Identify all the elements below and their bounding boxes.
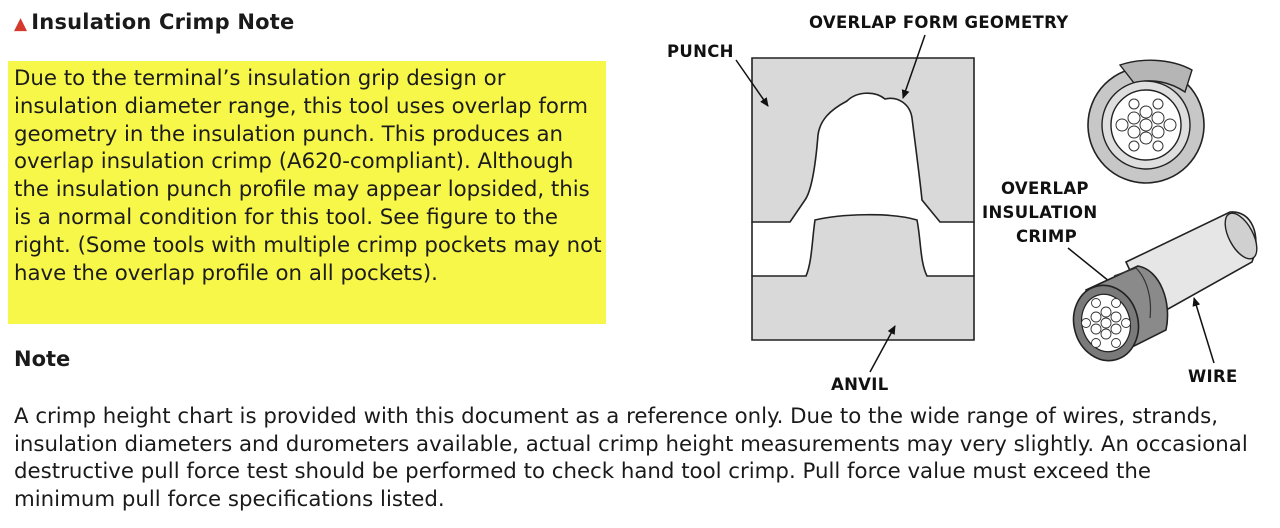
anvil-body	[752, 215, 974, 340]
crimp-figure	[640, 0, 1280, 400]
note-paragraph: A crimp height chart is provided with this document as a reference only. Due to the wide range of wires, strands, insulation diameters and durometers available, actual crimp height measurements may very slightly. An occasional destructive pull force test should be performed to check hand tool crimp. Pull force value must exceed the minimum pull force specifications listed.	[14, 404, 1248, 512]
wire-leader	[1194, 298, 1214, 363]
anvil-label: ANVIL	[831, 375, 889, 394]
insulation-crimp-paragraph: Due to the terminal’s insulation grip design or insulation diameter range, this tool uses overlap form geometry in the insulation punch. This produces an overlap insulation crimp (A620-compliant). Although the insulation punch profile may appear lopsided, this is a normal condition for this tool. See figure to the right. (Some tools with multiple crimp pockets may not have the overlap profile on all pockets).	[14, 66, 602, 286]
overlap-label-line2: INSULATION	[982, 203, 1098, 222]
punch-anvil-diagram	[752, 58, 974, 340]
highlighted-note-box	[8, 61, 606, 324]
crimped-wire-view	[1065, 208, 1263, 368]
punch-label: PUNCH	[667, 42, 734, 61]
warning-triangle-icon: ▲	[14, 14, 28, 34]
overlap-label-line3: CRIMP	[1016, 227, 1077, 246]
section-title: Insulation Crimp Note	[31, 10, 295, 34]
overlap-form-geometry-label: OVERLAP FORM GEOMETRY	[809, 13, 1069, 32]
crimp-end-view	[1088, 60, 1204, 183]
note-heading: Note	[14, 347, 71, 371]
overlap-label-line1: OVERLAP	[1001, 179, 1089, 198]
punch-body	[752, 58, 974, 222]
wire-label: WIRE	[1188, 367, 1238, 386]
section-heading	[14, 10, 294, 34]
